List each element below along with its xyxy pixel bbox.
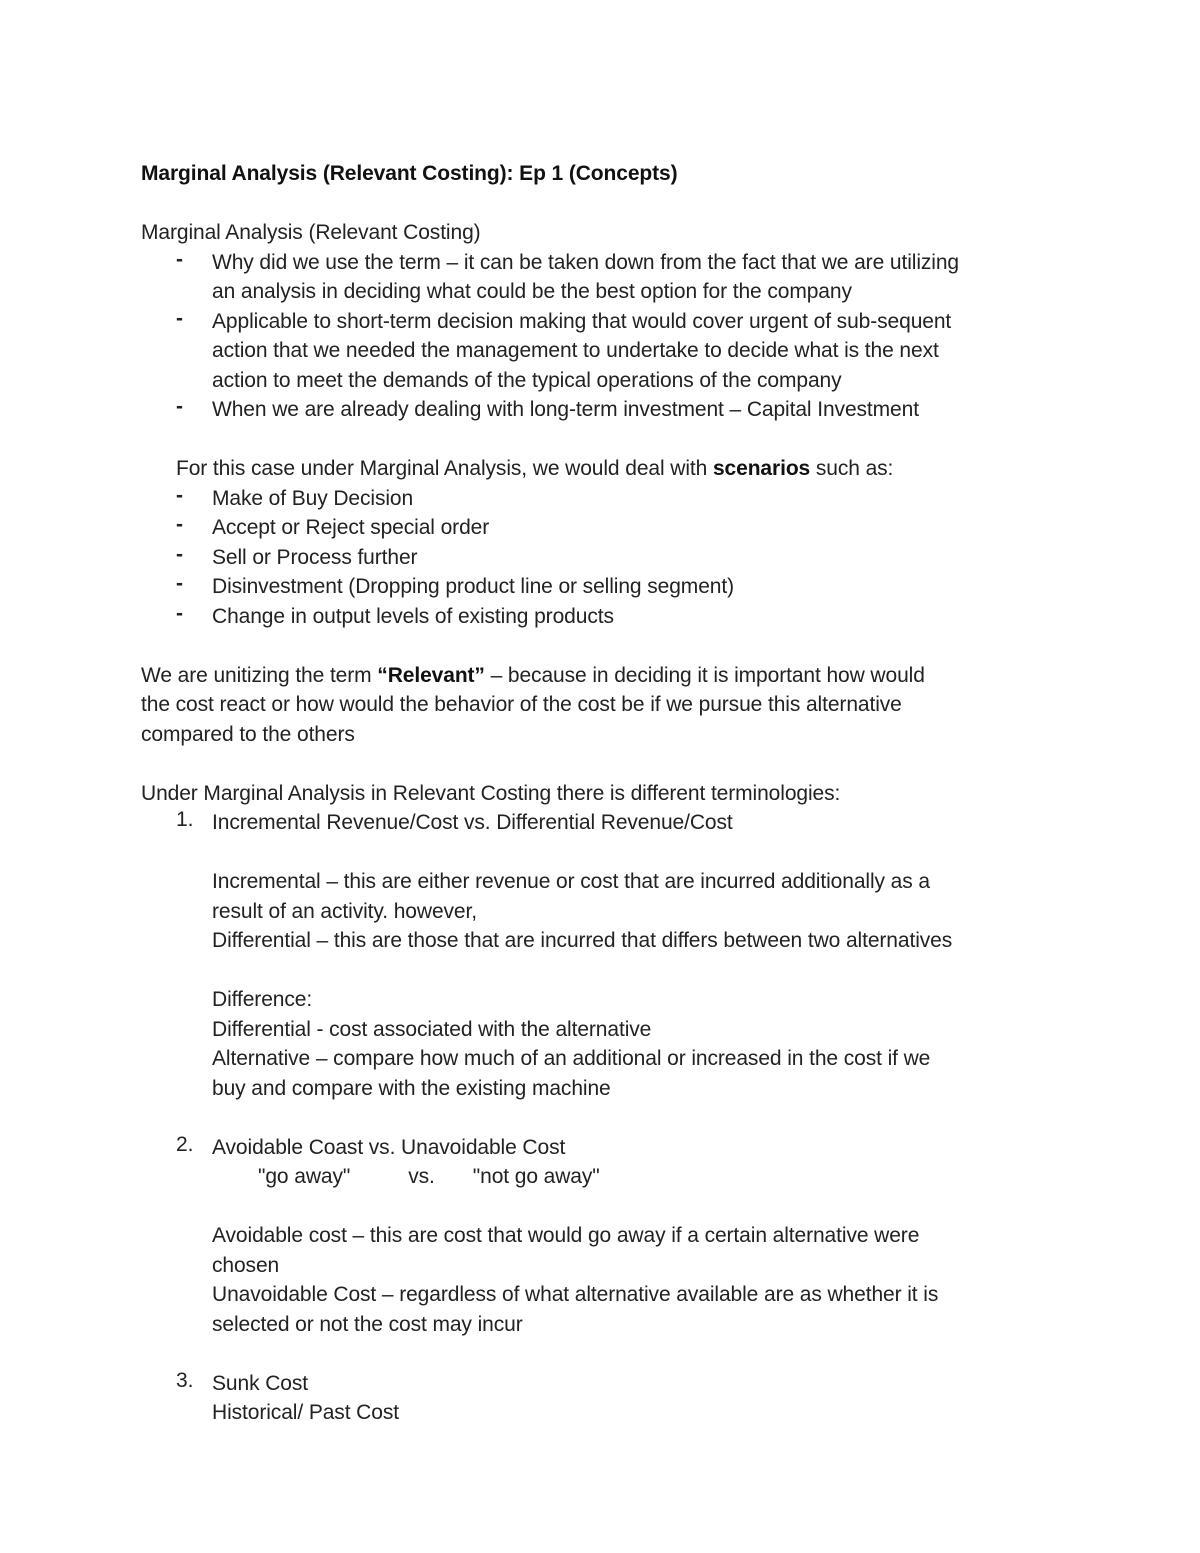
numbered-item [141, 1133, 1076, 1163]
spacer [141, 749, 1076, 779]
item-number: 3. [176, 1368, 194, 1392]
spacer [141, 1192, 1076, 1222]
comparison-text: "not go away" [472, 1165, 600, 1188]
item-body-line: result of an activity. however, [212, 899, 477, 923]
list-item [141, 572, 1076, 602]
numbered-item [141, 808, 1076, 838]
bullet-dash: - [176, 601, 183, 625]
spacer [141, 631, 1076, 661]
document-title: Marginal Analysis (Relevant Costing): Ep 1 (Concepts) [141, 162, 678, 185]
item-body-line: Differential - cost associated with the alternative [212, 1017, 652, 1041]
list-item [141, 602, 1076, 632]
comparison-line [141, 1162, 1076, 1192]
document-page [141, 159, 1076, 1428]
list-item-text: Why did we use the term – it can be taken down from the fact that we are utilizing [212, 250, 960, 274]
bullet-dash: - [176, 395, 183, 418]
bullet-dash: - [176, 247, 183, 271]
scenarios-intro-text: such as: [810, 457, 894, 480]
list-item-text: When we are already dealing with long-term investment – Capital Investment [212, 398, 919, 421]
list-item-text: action to meet the demands of the typical operations of the company [212, 368, 842, 392]
relevant-paragraph-line: the cost react or how would the behavior of the cost be if we pursue this alternative [141, 693, 902, 716]
relevant-text: We are unitizing the term [141, 663, 378, 687]
item-body-line: Avoidable cost – this are cost that would go away if a certain alternative were [212, 1224, 920, 1247]
item-body-line: Historical/ Past Cost [212, 1401, 399, 1424]
bullet-dash: - [176, 483, 183, 507]
relevant-bold-term: “Relevant” [377, 663, 485, 687]
list-item-text: an analysis in deciding what could be the best option for the company [212, 280, 852, 303]
item-body-line: Unavoidable Cost – regardless of what alternative available are as whether it is [212, 1283, 939, 1306]
list-item-text: Accept or Reject special order [212, 516, 490, 539]
bullet-dash: - [176, 542, 183, 566]
scenarios-bold-term: scenarios [712, 457, 811, 480]
item-body-line: buy and compare with the existing machine [212, 1076, 611, 1100]
item-number: 2. [176, 1132, 194, 1156]
spacer [141, 1103, 1076, 1133]
list-item-text: Disinvestment (Dropping product line or selling segment) [212, 575, 734, 598]
list-item [141, 513, 1076, 543]
list-item-text: Applicable to short-term decision making that would cover urgent of sub-sequent [212, 309, 952, 333]
list-item-text: Change in output levels of existing products [212, 604, 614, 628]
spacer [141, 1339, 1076, 1369]
item-body-line: Alternative – compare how much of an additional or increased in the cost if we [212, 1047, 931, 1070]
item-body-line: selected or not the cost may incur [212, 1312, 523, 1336]
item-title: Avoidable Coast vs. Unavoidable Cost [212, 1135, 566, 1159]
scenarios-intro-text: For this case under Marginal Analysis, we would deal with [176, 457, 713, 480]
list-item [141, 248, 1076, 307]
list-item [141, 395, 1076, 425]
item-body-line: Difference: [212, 988, 313, 1011]
list-item [141, 307, 1076, 396]
list-item-text: Make of Buy Decision [212, 486, 414, 510]
spacer [141, 956, 1076, 986]
item-body-line: chosen [212, 1253, 280, 1277]
comparison-text: vs. [408, 1165, 435, 1188]
bullet-dash: - [176, 306, 183, 330]
list-item-text: action that we needed the management to undertake to decide what is the next [212, 339, 939, 362]
item-title: Sunk Cost [212, 1371, 308, 1395]
spacer [141, 189, 1076, 219]
relevant-text: – because in deciding it is important how would [484, 663, 925, 687]
section-heading: Marginal Analysis (Relevant Costing) [141, 221, 481, 244]
item-body-line: Incremental – this are either revenue or cost that are incurred additionally as a [212, 870, 930, 893]
list-item-text: Sell or Process further [212, 545, 418, 569]
numbered-item [141, 1369, 1076, 1399]
relevant-paragraph-line [141, 661, 1076, 691]
spacer [141, 425, 1076, 455]
list-item [141, 543, 1076, 573]
scenarios-intro [141, 454, 1076, 484]
terminologies-intro: Under Marginal Analysis in Relevant Costing there is different terminologies: [141, 781, 841, 805]
spacer [141, 838, 1076, 868]
item-body-line: Differential – this are those that are incurred that differs between two alternatives [212, 929, 953, 952]
relevant-paragraph-line: compared to the others [141, 722, 355, 746]
bullet-dash: - [176, 513, 183, 536]
list-item [141, 484, 1076, 514]
bullet-dash: - [176, 572, 183, 595]
item-title: Incremental Revenue/Cost vs. Differential Revenue/Cost [212, 811, 733, 834]
item-number: 1. [176, 808, 194, 831]
comparison-text: "go away" [258, 1165, 351, 1188]
